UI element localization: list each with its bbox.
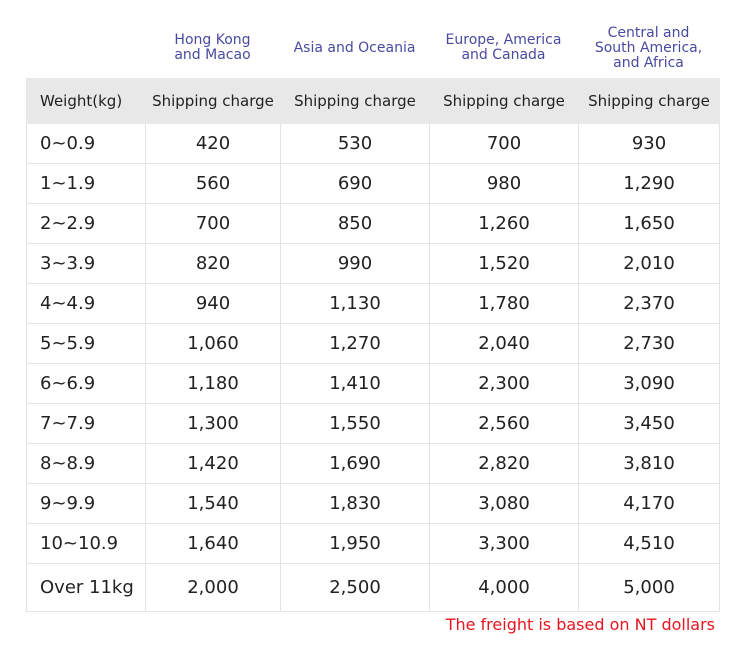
charge-cell: 1,180: [146, 364, 281, 404]
charge-cell: 530: [281, 124, 430, 164]
charge-cell: 1,260: [430, 204, 579, 244]
weight-cell: 5~5.9: [27, 324, 146, 364]
region-hong-kong-macao: Hong Kong and Macao: [174, 32, 251, 63]
charge-cell: 1,270: [281, 324, 430, 364]
charge-cell: 1,640: [146, 524, 281, 564]
weight-cell: Over 11kg: [27, 564, 146, 612]
charge-cell: 980: [430, 164, 579, 204]
table-row: [27, 204, 720, 244]
weight-cell: 8~8.9: [27, 444, 146, 484]
charge-cell: 930: [579, 124, 720, 164]
charge-cell: 1,950: [281, 524, 430, 564]
shipping-rates-table: [26, 78, 720, 612]
table-row: [27, 484, 720, 524]
weight-cell: 1~1.9: [27, 164, 146, 204]
charge-cell: 4,510: [579, 524, 720, 564]
charge-cell: 940: [146, 284, 281, 324]
charge-cell: 700: [430, 124, 579, 164]
weight-cell: 2~2.9: [27, 204, 146, 244]
weight-cell: 7~7.9: [27, 404, 146, 444]
charge-cell: 850: [281, 204, 430, 244]
table-row: [27, 284, 720, 324]
table-row: [27, 124, 720, 164]
table-row: [27, 244, 720, 284]
charge-cell: 2,040: [430, 324, 579, 364]
charge-cell: 5,000: [579, 564, 720, 612]
region-asia-oceania: Asia and Oceania: [293, 39, 416, 56]
region-central-south-america-africa: Central and South America, and Africa: [594, 24, 703, 71]
charge-cell: 2,560: [430, 404, 579, 444]
charge-cell: 3,300: [430, 524, 579, 564]
charge-cell: 2,300: [430, 364, 579, 404]
table-row: [27, 444, 720, 484]
charge-cell: 2,500: [281, 564, 430, 612]
column-header-charge: Shipping charge: [146, 79, 281, 124]
table-row: [27, 404, 720, 444]
charge-cell: 560: [146, 164, 281, 204]
charge-cell: 1,290: [579, 164, 720, 204]
charge-cell: 2,010: [579, 244, 720, 284]
charge-cell: 3,810: [579, 444, 720, 484]
charge-cell: 2,820: [430, 444, 579, 484]
weight-cell: 4~4.9: [27, 284, 146, 324]
column-header-weight: Weight(kg): [27, 79, 146, 124]
region-blank: [26, 18, 145, 76]
weight-cell: 9~9.9: [27, 484, 146, 524]
table-row: [27, 164, 720, 204]
charge-cell: 3,450: [579, 404, 720, 444]
region-header-row: [26, 18, 719, 76]
table-row: [27, 564, 720, 612]
charge-cell: 1,300: [146, 404, 281, 444]
charge-cell: 1,420: [146, 444, 281, 484]
table-row: [27, 324, 720, 364]
weight-cell: 6~6.9: [27, 364, 146, 404]
column-header-charge: Shipping charge: [579, 79, 720, 124]
charge-cell: 1,650: [579, 204, 720, 244]
charge-cell: 2,370: [579, 284, 720, 324]
charge-cell: 1,410: [281, 364, 430, 404]
charge-cell: 1,520: [430, 244, 579, 284]
column-header-charge: Shipping charge: [430, 79, 579, 124]
currency-note: The freight is based on NT dollars: [445, 615, 715, 634]
weight-cell: 10~10.9: [27, 524, 146, 564]
charge-cell: 3,080: [430, 484, 579, 524]
charge-cell: 1,690: [281, 444, 430, 484]
charge-cell: 420: [146, 124, 281, 164]
charge-cell: 4,000: [430, 564, 579, 612]
charge-cell: 3,090: [579, 364, 720, 404]
weight-cell: 3~3.9: [27, 244, 146, 284]
table-body: [27, 124, 720, 612]
charge-cell: 1,550: [281, 404, 430, 444]
charge-cell: 2,000: [146, 564, 281, 612]
charge-cell: 690: [281, 164, 430, 204]
table-row: [27, 364, 720, 404]
table-row: [27, 524, 720, 564]
charge-cell: 1,060: [146, 324, 281, 364]
charge-cell: 1,780: [430, 284, 579, 324]
table-header-row: [27, 79, 720, 124]
charge-cell: 700: [146, 204, 281, 244]
charge-cell: 2,730: [579, 324, 720, 364]
charge-cell: 1,540: [146, 484, 281, 524]
charge-cell: 1,830: [281, 484, 430, 524]
weight-cell: 0~0.9: [27, 124, 146, 164]
column-header-charge: Shipping charge: [281, 79, 430, 124]
charge-cell: 1,130: [281, 284, 430, 324]
charge-cell: 990: [281, 244, 430, 284]
charge-cell: 820: [146, 244, 281, 284]
region-europe-america-canada: Europe, America and Canada: [445, 32, 562, 63]
charge-cell: 4,170: [579, 484, 720, 524]
